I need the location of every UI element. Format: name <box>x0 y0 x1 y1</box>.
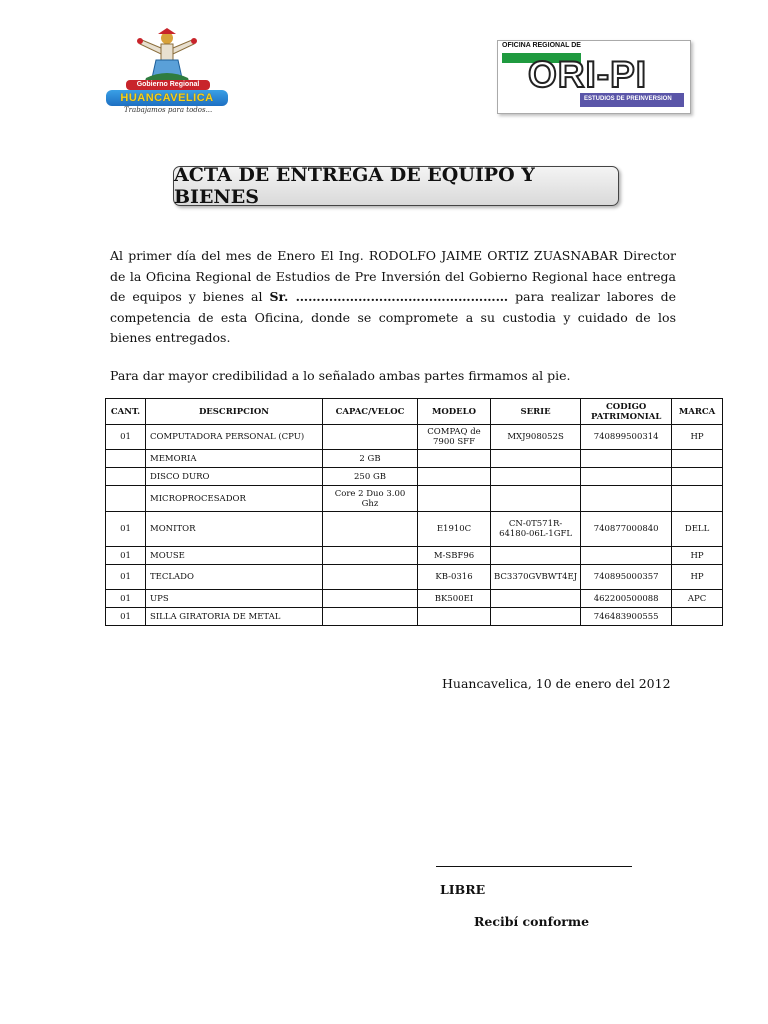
cell-marca: APC <box>672 590 723 608</box>
cell-modelo: BK500EI <box>418 590 491 608</box>
cell-marca <box>672 450 723 468</box>
cell-modelo: M-SBF96 <box>418 547 491 565</box>
cell-cant <box>106 450 146 468</box>
cell-codigo: 746483900555 <box>581 608 672 626</box>
cell-codigo: 740877000840 <box>581 512 672 547</box>
credibility-paragraph: Para dar mayor credibilidad a lo señalado ambas partes firmamos al pie. <box>110 368 571 383</box>
logo-main-text: ORI-PI <box>528 54 648 95</box>
col-header-capac: CAPAC/VELOC <box>323 399 418 425</box>
table-row <box>106 450 723 468</box>
cell-serie <box>491 547 581 565</box>
logo-top-text: OFICINA REGIONAL DE <box>502 42 581 49</box>
cell-serie <box>491 590 581 608</box>
col-header-marca: MARCA <box>672 399 723 425</box>
document-title: ACTA DE ENTREGA DE EQUIPO Y BIENES <box>174 164 535 208</box>
cell-capac <box>323 425 418 450</box>
cell-cant: 01 <box>106 425 146 450</box>
col-header-modelo: MODELO <box>418 399 491 425</box>
cell-codigo <box>581 468 672 486</box>
recipient-blank: Sr. …………………………………………… <box>269 289 509 304</box>
cell-modelo <box>418 608 491 626</box>
cell-serie <box>491 608 581 626</box>
signature-received-label: Recibí conforme <box>474 914 590 929</box>
table-row <box>106 565 723 590</box>
logo-slogan: Trabajamos para todos... <box>124 106 213 114</box>
cell-marca: HP <box>672 547 723 565</box>
table-row <box>106 590 723 608</box>
cell-descripcion: DISCO DURO <box>146 468 323 486</box>
cell-descripcion: UPS <box>146 590 323 608</box>
cell-cant <box>106 468 146 486</box>
cell-codigo <box>581 486 672 512</box>
cell-descripcion: SILLA GIRATORIA DE METAL <box>146 608 323 626</box>
cell-capac <box>323 547 418 565</box>
cell-cant: 01 <box>106 547 146 565</box>
cell-serie: CN-0T571R-64180-06L-1GFL <box>491 512 581 547</box>
signature-name: LIBRE <box>440 882 486 897</box>
cell-codigo: 740899500314 <box>581 425 672 450</box>
gobierno-regional-logo <box>104 28 230 124</box>
col-header-descripcion: DESCRIPCION <box>146 399 323 425</box>
cell-capac <box>323 512 418 547</box>
cell-descripcion: MEMORIA <box>146 450 323 468</box>
table-row <box>106 486 723 512</box>
cell-capac: 250 GB <box>323 468 418 486</box>
cell-cant: 01 <box>106 512 146 547</box>
cell-marca <box>672 608 723 626</box>
table-row <box>106 512 723 547</box>
cell-marca: HP <box>672 565 723 590</box>
cell-modelo <box>418 486 491 512</box>
regional-emblem-icon <box>132 28 202 86</box>
col-header-codigo: CODIGO PATRIMONIAL <box>581 399 672 425</box>
cell-modelo: E1910C <box>418 512 491 547</box>
cell-codigo <box>581 450 672 468</box>
logo-banner-top: Gobierno Regional <box>126 80 210 90</box>
cell-descripcion: MOUSE <box>146 547 323 565</box>
logo-banner-main: HUANCAVELICA <box>106 90 228 106</box>
ori-pi-logo <box>497 40 691 114</box>
cell-cant: 01 <box>106 590 146 608</box>
table-row <box>106 468 723 486</box>
cell-serie: MXJ908052S <box>491 425 581 450</box>
cell-marca <box>672 468 723 486</box>
cell-marca <box>672 486 723 512</box>
cell-cant <box>106 486 146 512</box>
cell-modelo <box>418 450 491 468</box>
cell-marca: HP <box>672 425 723 450</box>
cell-capac <box>323 565 418 590</box>
table-row <box>106 547 723 565</box>
cell-marca: DELL <box>672 512 723 547</box>
cell-descripcion: TECLADO <box>146 565 323 590</box>
cell-serie <box>491 486 581 512</box>
cell-capac: 2 GB <box>323 450 418 468</box>
signature-line <box>436 866 632 867</box>
cell-serie <box>491 450 581 468</box>
cell-modelo <box>418 468 491 486</box>
cell-capac: Core 2 Duo 3.00 Ghz <box>323 486 418 512</box>
table-header-row <box>106 399 723 425</box>
intro-text-2: para realizar labores de competencia de esta Oficina, donde se compromete a su custodia y cuidado de los bienes entregados. <box>110 289 676 345</box>
cell-modelo: KB-0316 <box>418 565 491 590</box>
place-and-date: Huancavelica, 10 de enero del 2012 <box>442 676 671 691</box>
cell-serie: BC3370GVBWT4EJ <box>491 565 581 590</box>
cell-descripcion: COMPUTADORA PERSONAL (CPU) <box>146 425 323 450</box>
cell-capac <box>323 608 418 626</box>
cell-cant: 01 <box>106 608 146 626</box>
cell-codigo: 740895000357 <box>581 565 672 590</box>
equipment-table <box>105 398 723 626</box>
document-title-box <box>173 166 619 206</box>
cell-codigo: 462200500088 <box>581 590 672 608</box>
cell-modelo: COMPAQ de 7900 SFF <box>418 425 491 450</box>
intro-text-1: Al primer día del mes de Enero El Ing. RODOLFO JAIME ORTIZ ZUASNABAR Director de la Oficina Regional de Estudios de Pre Inversión del Gobierno Regional hace entrega de equipos y bienes al <box>110 248 676 304</box>
cell-codigo <box>581 547 672 565</box>
logo-sub-text: ESTUDIOS DE PREINVERSION <box>584 96 672 102</box>
cell-descripcion: MICROPROCESADOR <box>146 486 323 512</box>
cell-descripcion: MONITOR <box>146 512 323 547</box>
cell-serie <box>491 468 581 486</box>
cell-cant: 01 <box>106 565 146 590</box>
col-header-serie: SERIE <box>491 399 581 425</box>
col-header-cant: CANT. <box>106 399 146 425</box>
table-row <box>106 608 723 626</box>
cell-capac <box>323 590 418 608</box>
intro-paragraph <box>110 246 676 349</box>
table-row <box>106 425 723 450</box>
